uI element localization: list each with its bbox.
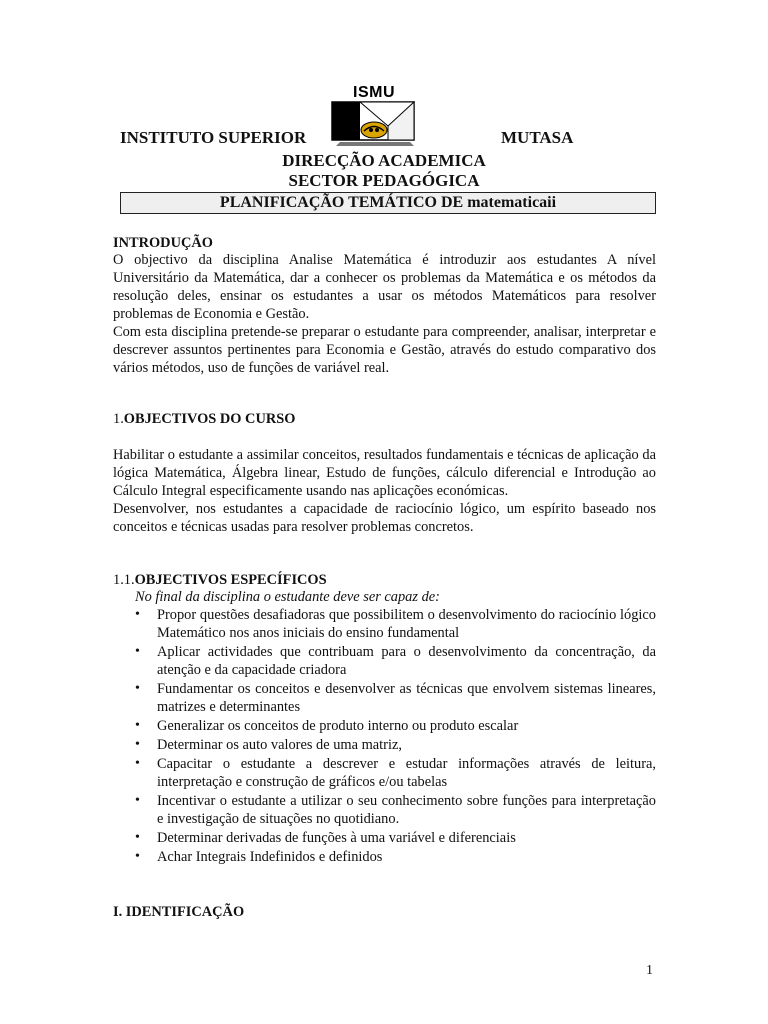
list-item: • Fundamentar os conceitos e desenvolver as técnicas que envolvem sistemas lineares, matrizes e determinantes	[135, 681, 656, 715]
bullet-icon: •	[135, 756, 140, 771]
list-item: • Determinar derivadas de funções à uma variável e diferenciais	[135, 830, 516, 846]
plan-title-box: PLANIFICAÇÃO TEMÁTICO DE matematicaii	[120, 192, 656, 214]
list-item: • Achar Integrais Indefinidos e definidos	[135, 849, 383, 865]
institute-name-right: MUTASA	[501, 128, 574, 147]
list-item: • Aplicar actividades que contribuam para o desenvolvimento da concentração, da atenção e da capacidade criadora	[135, 644, 656, 678]
objectives-number: 1.	[113, 411, 124, 427]
ismu-logo	[330, 84, 418, 146]
page-number: 1	[646, 963, 653, 978]
bullet-icon: •	[135, 793, 140, 808]
list-item: • Capacitar o estudante a descrever e estudar informações através de leitura, interpretação e construção de gráficos e/ou tabelas	[135, 756, 656, 790]
list-item: • Generalizar os conceitos de produto interno ou produto escalar	[135, 718, 519, 734]
objectives-paragraph-2: Desenvolver, nos estudantes a capacidade de raciocínio lógico, um espírito baseado nos conceitos e técnicas usadas para resolver problemas concretos.	[113, 501, 656, 535]
bullet-icon: •	[135, 849, 140, 864]
logo-text: ISMU	[353, 84, 395, 101]
bullet-icon: •	[135, 681, 140, 696]
objectives-paragraph-1: Habilitar o estudante a assimilar conceitos, resultados fundamentais e técnicas de aplicação da lógica Matemática, Álgebra linear, Estudo de funções, cálculo diferencial e Introdução ao Cálculo Integral especificamente usando nas aplicações económicas.	[113, 447, 656, 499]
list-item: • Propor questões desafiadoras que possibilitem o desenvolvimento do raciocínio lógico Matemático nos anos iniciais do ensino fundamental	[135, 607, 656, 641]
list-item: • Determinar os auto valores de uma matriz,	[135, 737, 402, 753]
bullet-icon: •	[135, 830, 140, 845]
intro-heading: INTRODUÇÃO	[113, 235, 213, 251]
specific-objectives-heading	[113, 571, 327, 589]
bullet-icon: •	[135, 607, 140, 622]
intro-paragraph-1: O objectivo da disciplina Analise Matemática é introduzir aos estudantes A nível Universitário da Matemática, dar a conhecer os problemas da Matemática e os métodos da resolução deles, ensinar os estudantes a usar os métodos Matemáticos para resolver problemas de Economia e Gestão.	[113, 252, 656, 322]
bullet-icon: •	[135, 718, 140, 733]
directorate-title: DIRECÇÃO ACADEMICA	[282, 151, 486, 170]
sector-title: SECTOR PEDAGÓGICA	[288, 171, 480, 190]
objectives-title: OBJECTIVOS DO CURSO	[123, 411, 296, 427]
specific-number: 1.1.	[113, 572, 135, 588]
bullet-icon: •	[135, 737, 140, 752]
bullet-icon: •	[135, 644, 140, 659]
identification-heading: I. IDENTIFICAÇÃO	[113, 904, 245, 920]
specific-title: OBJECTIVOS ESPECÍFICOS	[134, 572, 327, 588]
institute-name-left: INSTITUTO SUPERIOR	[120, 128, 307, 147]
logo-emblem-icon	[330, 100, 418, 146]
specific-subtitle: No final da disciplina o estudante deve ser capaz de:	[135, 589, 440, 605]
intro-paragraph-2: Com esta disciplina pretende-se preparar o estudante para compreender, analisar, interpretar e descrever assuntos pertinentes para Economia e Gestão, através do estudo comparativo dos vários métodos, uso de funções de variável real.	[113, 324, 656, 376]
objectives-heading	[113, 410, 295, 428]
list-item: • Incentivar o estudante a utilizar o seu conhecimento sobre funções para interpretação e investigação de situações no quotidiano.	[135, 793, 656, 827]
specific-objectives-list	[135, 606, 656, 867]
